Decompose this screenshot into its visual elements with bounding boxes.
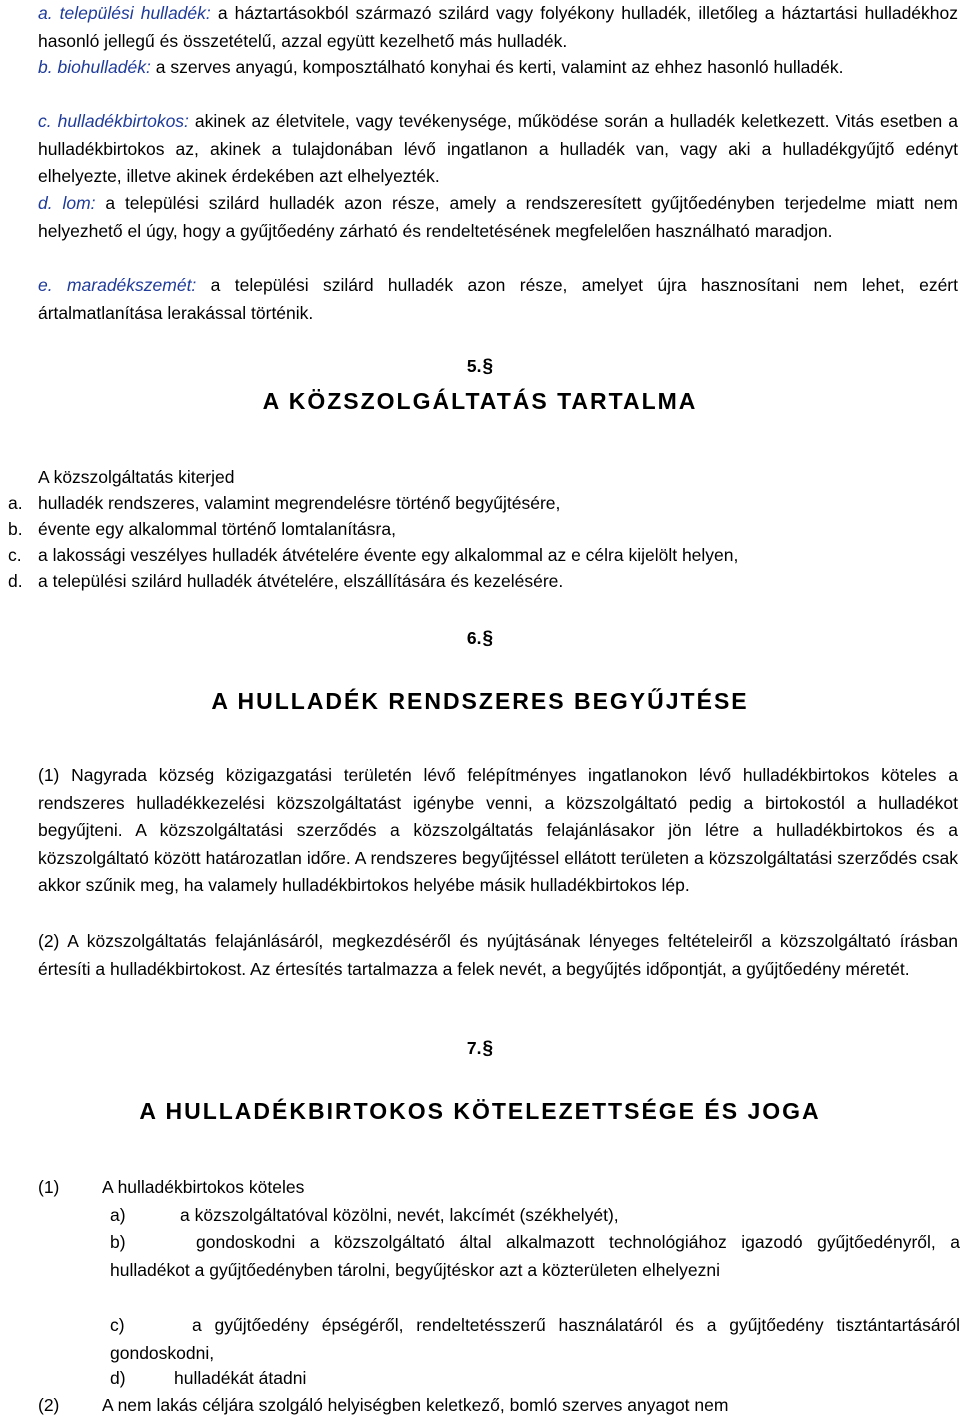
list-item	[8, 568, 948, 594]
list-label: c)	[110, 1315, 125, 1335]
section-5-intro: A közszolgáltatás kiterjed	[38, 467, 235, 487]
paragraph-label: (1)	[38, 1177, 60, 1197]
definition-term: d. lom:	[38, 193, 96, 213]
definition-term: e. maradékszemét:	[38, 275, 197, 295]
definition-e	[38, 272, 958, 327]
list-label: b.	[8, 519, 23, 539]
definition-text: a települési szilárd hulladék azon része, amelyet újra hasznosítani nem lehet, ezért ártalmatlanítása lerakással történik.	[38, 275, 958, 323]
definition-c	[38, 108, 958, 191]
section-number: 5.	[466, 356, 482, 376]
section-7-item-c	[110, 1312, 960, 1367]
section-6-number	[0, 628, 960, 650]
list-label: c.	[8, 545, 22, 565]
list-text: gondoskodni a közszolgáltató által alkalmazott technológiához igazodó gyűjtőedényről, a hulladékot a gyűjtőedényben tárolni, begyűjtéskor azt a közterületen elhelyezni	[110, 1232, 960, 1280]
list-text: a lakossági veszélyes hulladék átvételére évente egy alkalommal az e célra kijelölt helyen,	[38, 545, 739, 565]
list-text: hulladék rendszeres, valamint megrendelésre történő begyűjtésére,	[38, 493, 561, 513]
definition-term: a. települési hulladék:	[38, 3, 211, 23]
paragraph-mark: §	[482, 628, 494, 649]
list-text: évente egy alkalommal történő lomtalanításra,	[38, 519, 396, 539]
list-label: d)	[110, 1368, 126, 1388]
list-label: b)	[110, 1232, 126, 1252]
paragraph-text: A nem lakás céljára szolgáló helyiségben keletkező, bomló szerves anyagot nem	[102, 1395, 729, 1415]
section-7-number	[0, 1038, 960, 1060]
section-6-paragraph-1: (1) Nagyrada község közigazgatási területén lévő felépítményes ingatlanokon lévő hulladékbirtokos köteles a rendszeres hulladékkezelési közszolgáltatást igénybe venni, a közszolgáltató pedig a birtokostól a hulladékot begyűjteni. A közszolgáltatási szerződés a közszolgáltatás felajánlásakor jön létre a hulladékbirtokos és a közszolgáltató között határozatlan időre. A rendszeres begyűjtéssel ellátott területen a közszolgáltatási szerződés csak akkor szűnik meg, ha valamely hulladékbirtokos helyébe másik hulladékbirtokos lép.	[38, 765, 958, 895]
definition-d	[38, 190, 958, 245]
definition-b	[38, 54, 958, 82]
section-7-paragraph-1	[38, 1174, 958, 1202]
list-text: a települési szilárd hulladék átvételére, elszállítására és kezelésére.	[38, 571, 564, 591]
section-7-item-a	[110, 1202, 960, 1230]
definition-text: a települési szilárd hulladék azon része, amely a rendszeresített gyűjtőedényben terjedelme miatt nem helyezhető el úgy, hogy a gyűjtőedény zárható és rendeltetésének megfelelően használható maradjon.	[38, 193, 958, 241]
section-number: 7.	[466, 1038, 482, 1058]
section-7-item-d	[110, 1365, 960, 1393]
paragraph-label: (2)	[38, 1395, 60, 1415]
section-5-number	[0, 356, 960, 378]
list-item	[8, 490, 948, 516]
section-7-title: A HULLADÉKBIRTOKOS KÖTELEZETTSÉGE ÉS JOGA	[139, 1098, 821, 1124]
definition-term: b. biohulladék:	[38, 57, 151, 77]
list-text: hulladékát átadni	[174, 1368, 307, 1388]
definition-a	[38, 0, 958, 55]
section-5-title: A KÖZSZOLGÁLTATÁS TARTALMA	[262, 388, 698, 414]
list-item	[8, 516, 948, 542]
list-label: d.	[8, 571, 23, 591]
list-label: a)	[110, 1205, 126, 1225]
section-6-title: A HULLADÉK RENDSZERES BEGYŰJTÉSE	[211, 688, 749, 714]
list-text: a gyűjtőedény épségéről, rendeltetésszerű használatáról és a gyűjtőedény tisztántartásáról gondoskodni,	[110, 1315, 960, 1363]
section-5-list	[8, 464, 948, 594]
section-6-paragraph-2: (2) A közszolgáltatás felajánlásáról, megkezdéséről és nyújtásának lényeges feltételeiről a közszolgáltató írásban értesíti a hulladékbirtokost. Az értesítés tartalmazza a felek nevét, a begyűjtés időpontját, a gyűjtőedény méretét.	[38, 931, 958, 979]
definition-text: a szerves anyagú, komposztálható konyhai és kerti, valamint az ehhez hasonló hulladék.	[150, 57, 844, 77]
list-text: a közszolgáltatóval közölni, nevét, lakcímét (székhelyét),	[180, 1205, 619, 1225]
paragraph-mark: §	[482, 1038, 494, 1059]
definition-text: akinek az életvitele, vagy tevékenysége, működése során a hulladék keletkezett. Vitás esetben a hulladékbirtokos az, akinek a tulajdonában lévő ingatlanon a hulladék van, vagy aki a hulladékgyűjtő edényt elhelyezte, illetve akinek érdekében azt elhelyezték.	[38, 111, 958, 186]
paragraph-text: A hulladékbirtokos köteles	[102, 1177, 305, 1197]
paragraph-mark: §	[482, 356, 494, 377]
section-number: 6.	[466, 628, 482, 648]
definition-term: c. hulladékbirtokos:	[38, 111, 189, 131]
section-7-paragraph-2	[38, 1392, 958, 1420]
definition-text: a háztartásokból származó szilárd vagy folyékony hulladék, illetőleg a háztartási hulladékhoz hasonló jellegű és összetételű, azzal együtt kezelhető más hulladék.	[38, 3, 958, 51]
list-item	[8, 542, 948, 568]
section-7-item-b	[110, 1229, 960, 1284]
list-label: a.	[8, 493, 23, 513]
